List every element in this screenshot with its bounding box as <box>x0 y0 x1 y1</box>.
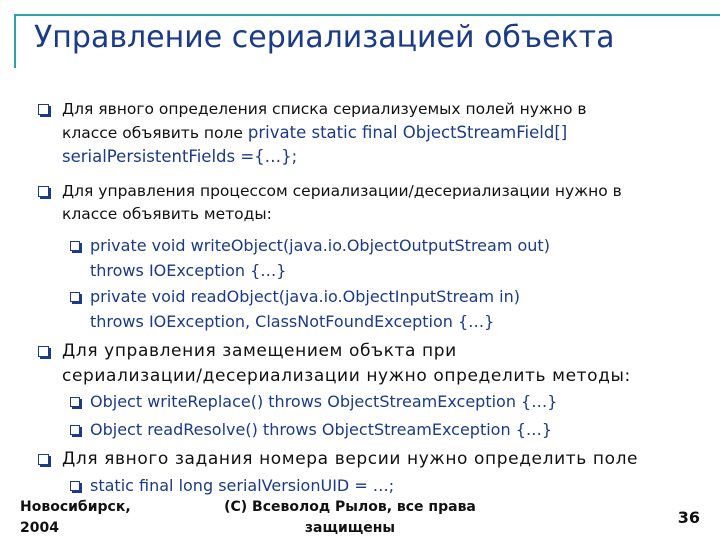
square-bullet-icon <box>70 292 80 302</box>
code-text <box>90 474 690 499</box>
code-line: private void writeObject(java.io.ObjectOutputStream out) <box>90 236 550 255</box>
footer-text: защищены <box>304 520 396 536</box>
code-line: throws IOException {…} <box>90 260 287 280</box>
code-line: static final long serialVersionUID = …; <box>90 476 395 495</box>
square-bullet-icon <box>70 481 80 491</box>
bullet-text <box>62 339 690 389</box>
bullet-text <box>62 98 690 168</box>
square-bullet-icon <box>38 104 49 115</box>
code-text <box>90 418 690 443</box>
footer-text: Новосибирск, <box>20 499 131 515</box>
footer-location <box>20 497 131 539</box>
bullet-text <box>62 447 690 472</box>
code-line: Object writeReplace() throws ObjectStreamException {…} <box>90 392 558 411</box>
footer-text: (C) Всеволод Рылов, все права <box>224 499 476 515</box>
code-fragment: private static final ObjectStreamField[] <box>247 123 568 142</box>
square-bullet-icon <box>38 454 49 465</box>
code-line: Object readResolve() throws ObjectStreamException {…} <box>90 420 553 439</box>
square-bullet-icon <box>38 186 49 197</box>
square-bullet-icon <box>70 425 80 435</box>
footer-text: 2004 <box>20 520 59 536</box>
text-line: Для явного определения списка сериализуемых полей нужно в <box>62 100 587 118</box>
bullet-text <box>62 180 690 226</box>
code-line: serialPersistentFields ={…}; <box>62 147 298 166</box>
square-bullet-icon <box>38 346 49 357</box>
text-line: сериализации/десериализации нужно определить методы: <box>62 366 631 386</box>
text-line: классе объявить методы: <box>62 205 272 223</box>
page-number: 36 <box>677 508 700 527</box>
code-line: private void readObject(java.io.ObjectInputStream in) <box>90 287 520 306</box>
text-line: Для управления замещением объкта при <box>62 341 457 361</box>
text-fragment: классе объявить поле <box>62 124 248 142</box>
code-text <box>90 234 690 283</box>
footer-copyright <box>200 497 500 539</box>
code-text <box>90 390 690 415</box>
slide-title: Управление сериализацией объекта <box>34 20 615 55</box>
text-line <box>62 121 690 145</box>
square-bullet-icon <box>70 397 80 407</box>
square-bullet-icon <box>70 241 80 251</box>
code-text <box>90 285 690 334</box>
text-line: Для явного задания номера версии нужно определить поле <box>62 449 639 469</box>
text-line: Для управления процессом сериализации/десериализации нужно в <box>62 182 622 200</box>
code-line: throws IOException, ClassNotFoundException {…} <box>90 311 495 331</box>
